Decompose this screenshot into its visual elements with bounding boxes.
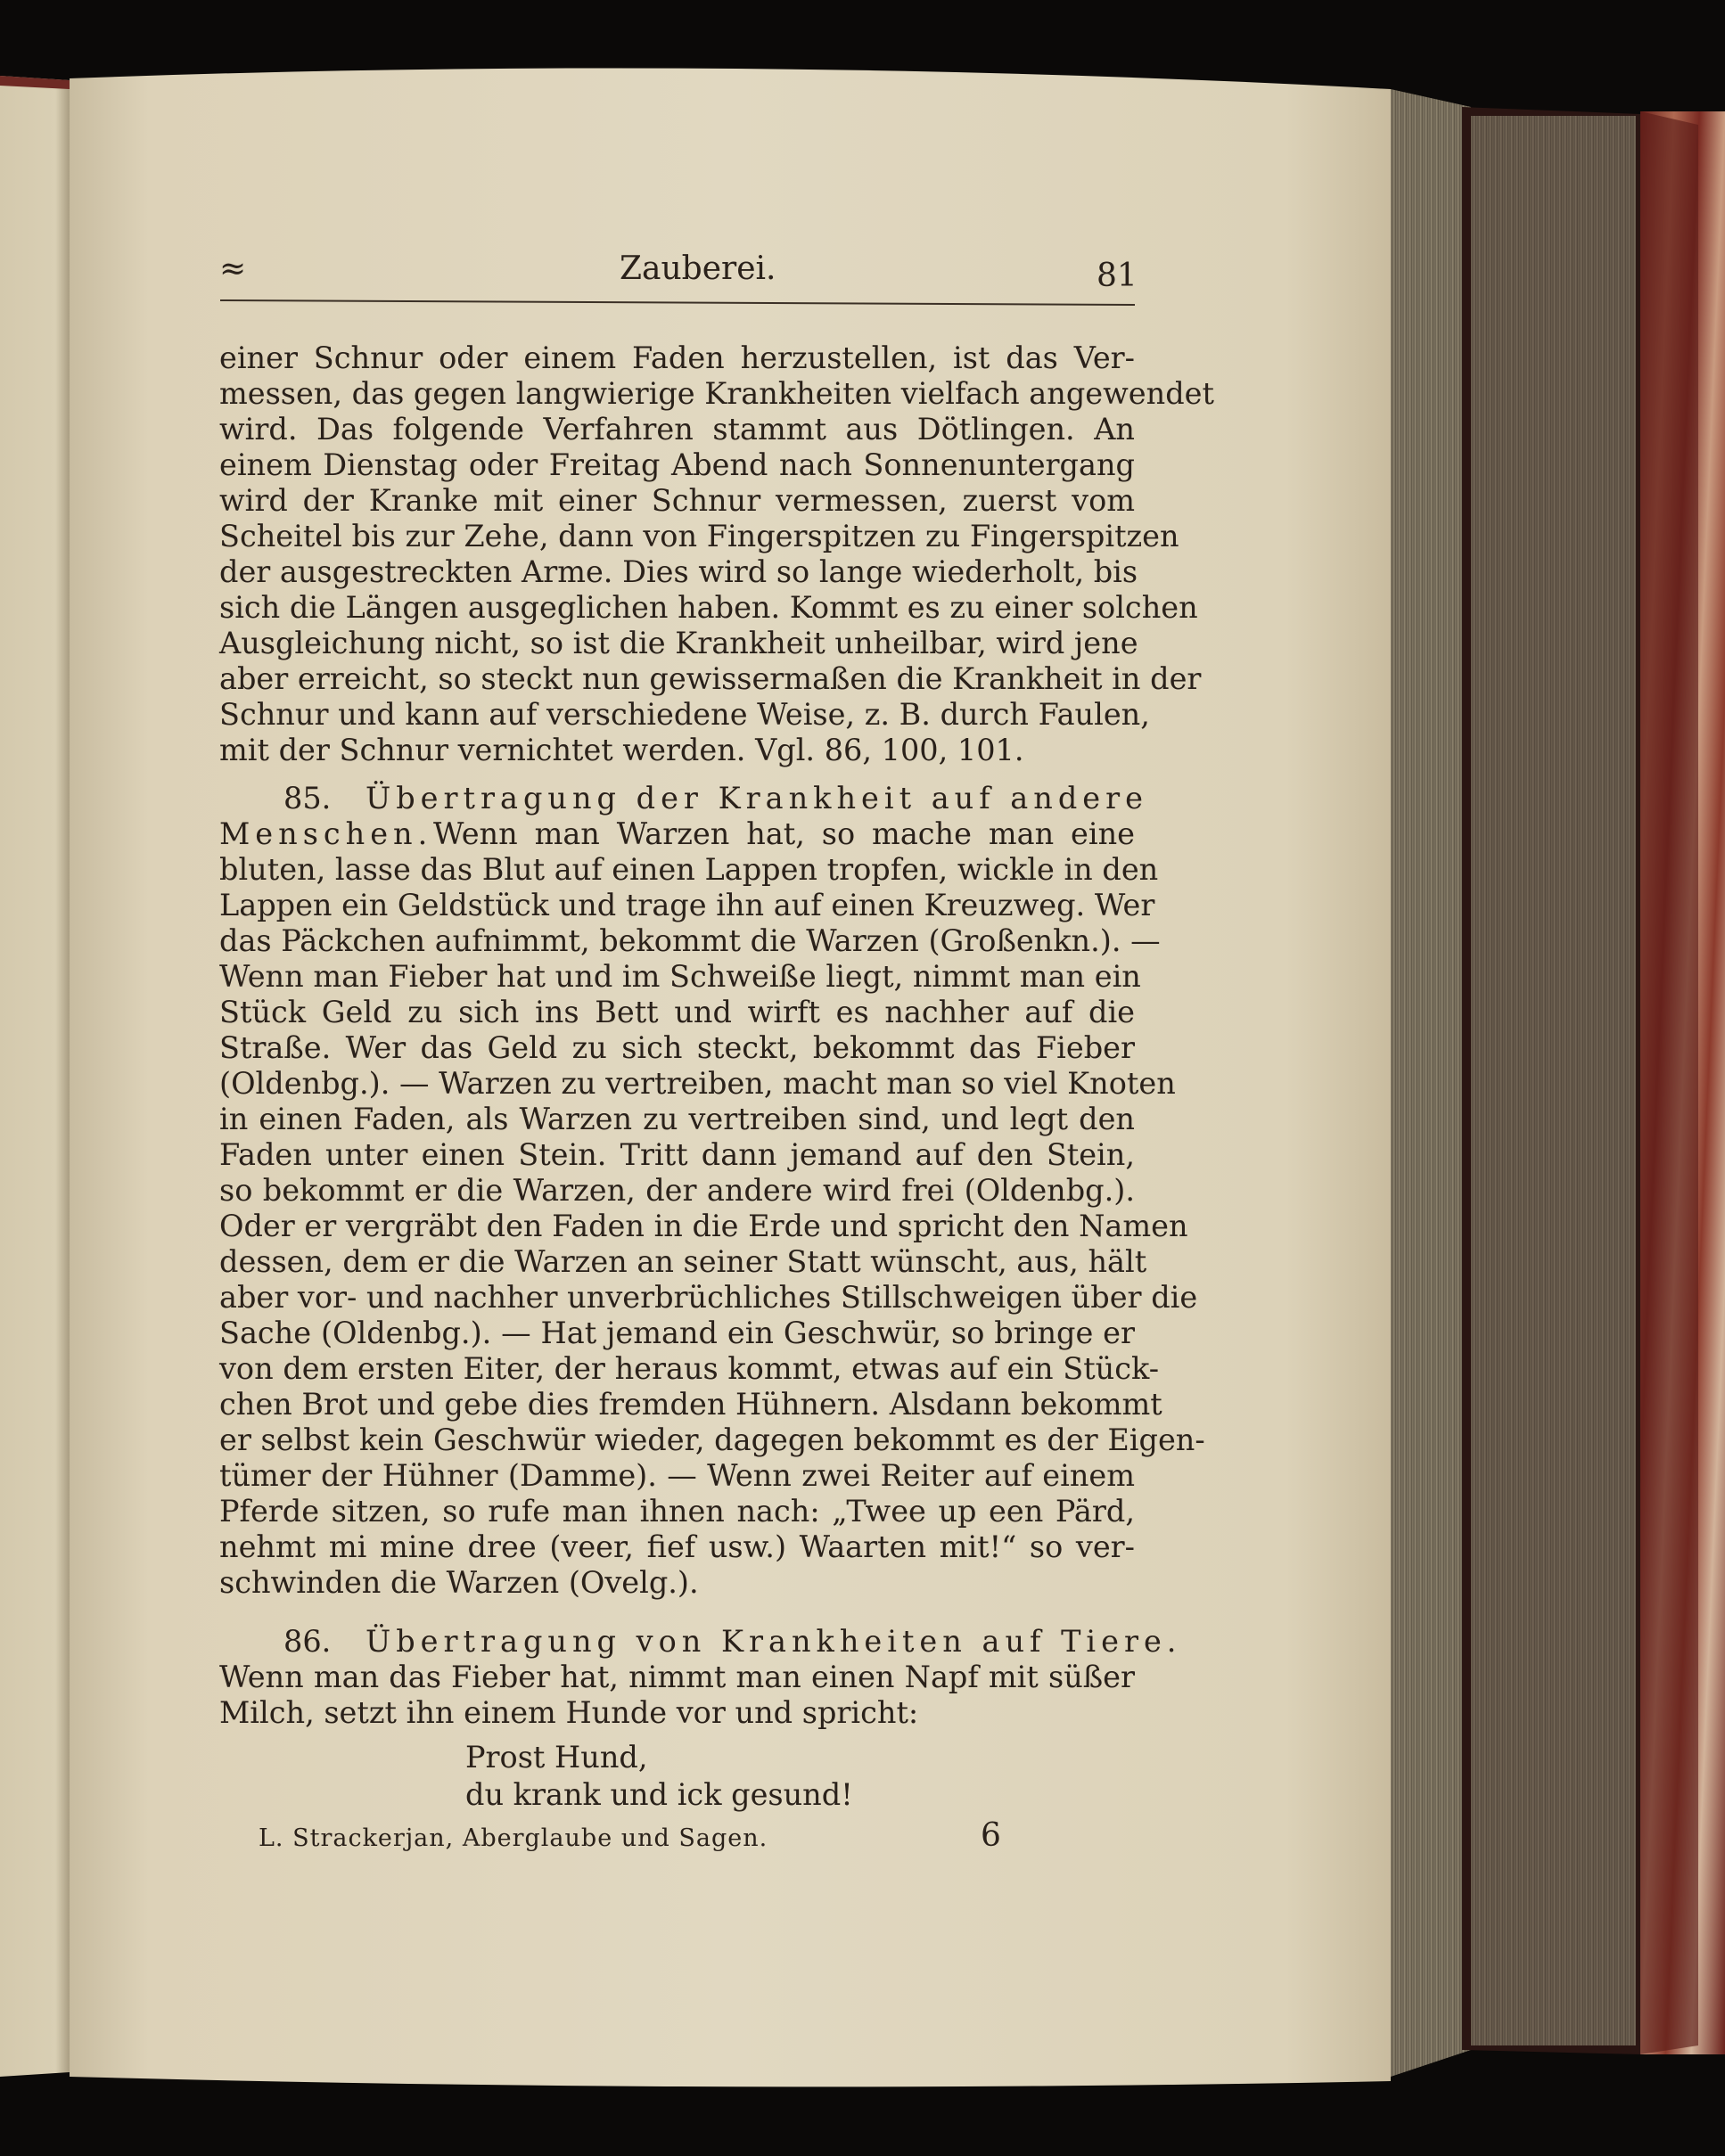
text-line: Wenn man das Fieber hat, nimmt man einen Napf mit süßer	[219, 1660, 1135, 1694]
text-line: schwinden die Warzen (Ovelg.).	[219, 1565, 699, 1600]
text-line: wird. Das folgende Verfahren stammt aus Dötlingen. An	[219, 412, 1135, 447]
text-line: von dem ersten Eiter, der heraus kommt, etwas auf ein Stück-	[219, 1351, 1160, 1386]
section-heading-85: Übertragung der Krankheit auf andere	[366, 781, 1148, 816]
footer-signature: L. Strackerjan, Aberglaube und Sagen.	[259, 1824, 768, 1852]
text-line: wird der Kranke mit einer Schnur vermessen, zuerst vom	[219, 483, 1135, 518]
verse-line: du krank und ick gesund!	[465, 1777, 853, 1812]
section-heading-86: Übertragung von Krankheiten auf Tiere.	[366, 1624, 1182, 1659]
text-line: Wenn man Fieber hat und im Schweiße liegt, nimmt man ein	[219, 959, 1141, 994]
text-line: Schnur und kann auf verschiedene Weise, z. B. durch Faulen,	[219, 697, 1150, 732]
text-line: aber vor- und nachher unverbrüchliches Stillschweigen über die	[219, 1280, 1198, 1315]
text-line: Milch, setzt ihn einem Hunde vor und spricht:	[219, 1695, 919, 1730]
footer-sheet-number: 6	[981, 1817, 1001, 1854]
text-line: Faden unter einen Stein. Tritt dann jemand auf den Stein,	[219, 1137, 1135, 1172]
text-line: er selbst kein Geschwür wieder, dagegen bekommt es der Eigen-	[219, 1422, 1205, 1457]
section-number-86: 86.	[283, 1624, 332, 1659]
text-line: bluten, lasse das Blut auf einen Lappen tropfen, wickle in den	[219, 852, 1159, 887]
text-line: Wenn man Warzen hat, so mache man eine	[433, 816, 1135, 851]
page-number: 81	[1097, 258, 1138, 294]
text-line: dessen, dem er die Warzen an seiner Statt wünscht, aus, hält	[219, 1244, 1147, 1279]
text-line: in einen Faden, als Warzen zu vertreiben sind, und legt den	[219, 1102, 1135, 1136]
text-line: Sache (Oldenbg.). — Hat jemand ein Geschwür, so bringe er	[219, 1316, 1135, 1350]
section-number-85: 85.	[283, 781, 332, 816]
text-line: messen, das gegen langwierige Krankheiten vielfach angewendet	[219, 376, 1214, 411]
text-line: Lappen ein Geldstück und trage ihn auf einen Kreuzweg. Wer	[219, 888, 1155, 922]
text-line: (Oldenbg.). — Warzen zu vertreiben, macht man so viel Knoten	[219, 1066, 1176, 1101]
text-line: nehmt mi mine dree (veer, fief usw.) Waarten mit!“ so ver-	[219, 1529, 1135, 1564]
text-line: Straße. Wer das Geld zu sich steckt, bekommt das Fieber	[219, 1030, 1135, 1065]
text-line: Stück Geld zu sich ins Bett und wirft es nachher auf die	[219, 995, 1135, 1029]
running-title: Zauberei.	[620, 250, 776, 287]
text-line: mit der Schnur vernichtet werden. Vgl. 86, 100, 101.	[219, 733, 1024, 767]
text-line: das Päckchen aufnimmt, bekommt die Warzen (Großenkn.). —	[219, 923, 1161, 958]
text-line: einer Schnur oder einem Faden herzustellen, ist das Ver-	[219, 340, 1135, 375]
text-line: so bekommt er die Warzen, der andere wird frei (Oldenbg.).	[219, 1173, 1135, 1208]
header-mark: ≈	[219, 250, 247, 287]
text-line: Ausgleichung nicht, so ist die Krankheit unheilbar, wird jene	[219, 626, 1138, 660]
text-line: Pferde sitzen, so rufe man ihnen nach: „Twee up een Pärd,	[219, 1494, 1135, 1529]
text-line: aber erreicht, so steckt nun gewissermaßen die Krankheit in der	[219, 661, 1202, 696]
text-line: chen Brot und gebe dies fremden Hühnern. Alsdann bekommt	[219, 1387, 1162, 1422]
verse-line: Prost Hund,	[465, 1740, 648, 1775]
text-line: sich die Längen ausgeglichen haben. Kommt es zu einer solchen	[219, 590, 1198, 625]
text-line: einem Dienstag oder Freitag Abend nach Sonnenuntergang	[219, 447, 1135, 482]
text-line: der ausgestreckten Arme. Dies wird so lange wiederholt, bis	[219, 554, 1138, 589]
text-line: tümer der Hühner (Damme). — Wenn zwei Reiter auf einem	[219, 1458, 1135, 1493]
text-line: Scheitel bis zur Zehe, dann von Fingerspitzen zu Fingerspitzen	[219, 519, 1179, 553]
text-line: Oder er vergräbt den Faden in die Erde und spricht den Namen	[219, 1209, 1188, 1243]
section-heading-85-cont: Menschen.	[219, 816, 433, 851]
